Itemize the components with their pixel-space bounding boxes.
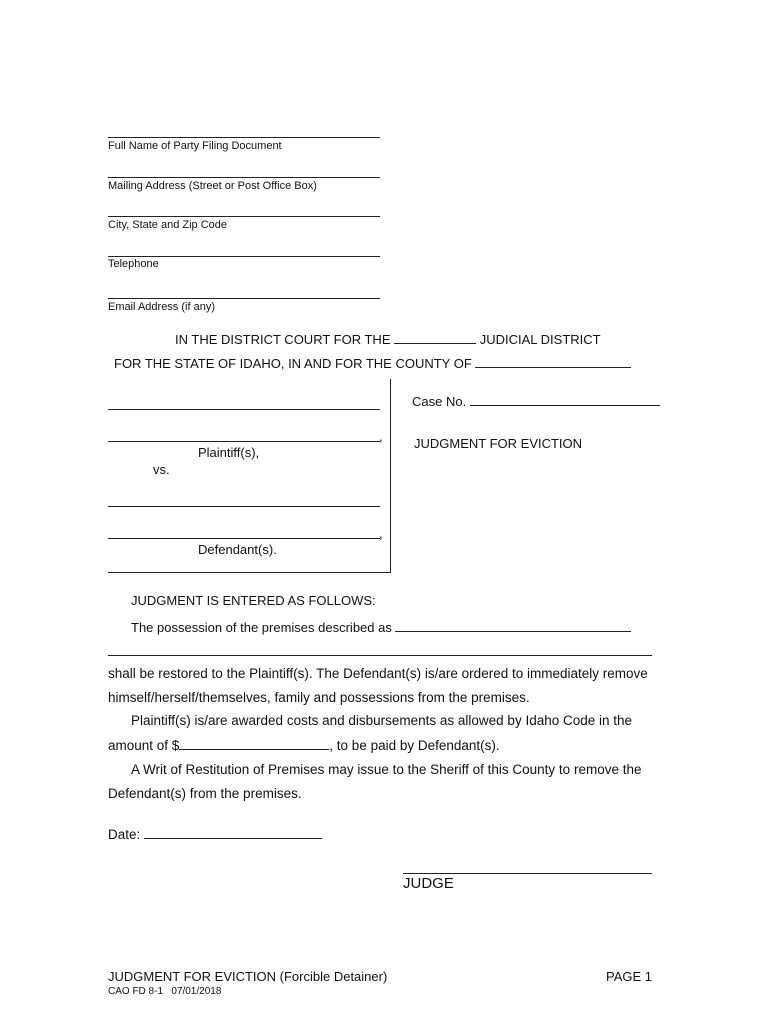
case-number xyxy=(412,393,660,409)
form-code: CAO FD 8-1 07/01/2018 xyxy=(108,986,222,997)
plaintiff-comma: , xyxy=(379,429,383,444)
defendant-label: Defendant(s). xyxy=(198,542,277,557)
judicial-district-blank[interactable] xyxy=(394,331,476,344)
premises-description-blank[interactable] xyxy=(395,619,631,632)
email-line[interactable] xyxy=(108,298,380,299)
defendant-name-line-2[interactable] xyxy=(108,538,380,539)
mailing-address-label: Mailing Address (Street or Post Office Box) xyxy=(108,180,317,192)
date-blank[interactable] xyxy=(144,826,322,839)
plaintiff-name-line-2[interactable] xyxy=(108,441,380,442)
judgment-heading: JUDGMENT IS ENTERED AS FOLLOWS: xyxy=(131,593,376,608)
writ-text: A Writ of Restitution of Premises may issue to the Sheriff of this County to remove the xyxy=(131,762,642,777)
defendant-comma: , xyxy=(379,526,383,541)
city-state-zip-label: City, State and Zip Code xyxy=(108,219,228,231)
case-number-label: Case No. xyxy=(412,394,467,409)
restored-text: shall be restored to the Plaintiff(s). The Defendant(s) is/are ordered to immediately remove xyxy=(108,666,648,681)
full-name-line[interactable] xyxy=(108,137,380,138)
telephone-line[interactable] xyxy=(108,256,380,257)
county-heading: FOR THE STATE OF IDAHO, IN AND FOR THE COUNTY OF xyxy=(114,356,472,371)
amount-pre: amount of $ xyxy=(108,738,180,753)
page-number: PAGE 1 xyxy=(606,969,653,984)
premises-description-line-2[interactable] xyxy=(108,655,652,656)
court-heading-line1 xyxy=(175,331,601,347)
defendant-name-line-1[interactable] xyxy=(108,506,380,507)
writ-text-2: Defendant(s) from the premises. xyxy=(108,786,302,801)
himself-text: himself/herself/themselves, family and possessions from the premises. xyxy=(108,690,530,705)
date-line xyxy=(108,826,322,842)
amount-blank[interactable] xyxy=(179,737,329,750)
judge-signature-line[interactable] xyxy=(403,873,652,874)
date-label: Date: xyxy=(108,827,141,842)
court-heading-line2 xyxy=(114,355,631,371)
possession-text: The possession of the premises described as xyxy=(131,620,392,635)
court-heading-pre: IN THE DISTRICT COURT FOR THE xyxy=(175,332,391,347)
court-heading-post: JUDICIAL DISTRICT xyxy=(479,332,601,347)
document-title: JUDGMENT FOR EVICTION xyxy=(414,436,583,451)
mailing-address-line[interactable] xyxy=(108,177,380,178)
plaintiff-name-line-1[interactable] xyxy=(108,409,380,410)
amount-line xyxy=(108,737,500,753)
telephone-label: Telephone xyxy=(108,258,159,270)
costs-text: Plaintiff(s) is/are awarded costs and disbursements as allowed by Idaho Code in the xyxy=(131,713,633,728)
county-blank[interactable] xyxy=(475,355,631,368)
versus-label: vs. xyxy=(153,462,170,477)
case-number-blank[interactable] xyxy=(470,393,660,406)
full-name-label: Full Name of Party Filing Document xyxy=(108,140,282,152)
plaintiff-label: Plaintiff(s), xyxy=(198,445,260,460)
footer-title: JUDGMENT FOR EVICTION (Forcible Detainer) xyxy=(108,969,388,984)
email-label: Email Address (if any) xyxy=(108,301,215,313)
amount-post: , to be paid by Defendant(s). xyxy=(329,738,500,753)
possession-line xyxy=(131,619,631,635)
judge-label: JUDGE xyxy=(403,875,454,892)
city-state-zip-line[interactable] xyxy=(108,216,380,217)
caption-vertical-divider xyxy=(390,379,391,572)
caption-bottom-rule xyxy=(108,572,391,573)
